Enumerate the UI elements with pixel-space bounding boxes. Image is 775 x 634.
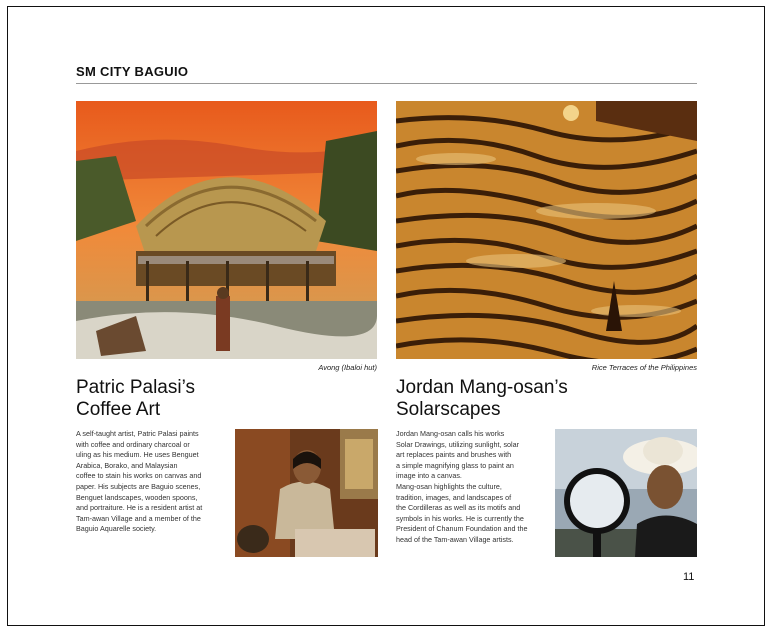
coffee-art-painting: [76, 101, 377, 359]
left-article-title: [76, 377, 195, 421]
left-image-caption: Avong (Ibaloi hut): [318, 363, 377, 372]
body-line: and portraiture. He is a resident artist at: [76, 503, 203, 513]
patric-palasi-photo: [235, 429, 378, 557]
body-line: art replaces paints and brushes with: [396, 450, 512, 460]
right-title-line2: Solarscapes: [396, 399, 501, 420]
right-article-title: [396, 377, 568, 421]
body-line: Mang-osan highlights the culture,: [396, 481, 502, 491]
body-line: head of the Tam-awan Village artists.: [396, 534, 514, 544]
left-title-line2: Coffee Art: [76, 399, 161, 420]
left-article-body: [76, 429, 226, 535]
body-line: paper. His subjects are Baguio scenes,: [76, 481, 201, 491]
body-line: Arabica, Borako, and Malaysian: [76, 460, 178, 470]
right-title-line1: Jordan Mang-osan’s: [396, 377, 568, 398]
body-line: Benguet landscapes, wooden spoons,: [76, 492, 198, 502]
body-line: coffee to stain his works on canvas and: [76, 471, 202, 481]
header-rule: [76, 83, 697, 84]
right-image-caption: Rice Terraces of the Philippines: [591, 363, 697, 372]
right-article-body: [396, 429, 548, 546]
body-line: Solar Drawings, utilizing sunlight, solar: [396, 439, 520, 449]
body-line: symbols in his works. He is currently the: [396, 513, 524, 523]
section-title: SM CITY BAGUIO: [76, 64, 189, 79]
body-line: tradition, images, and landscapes of: [396, 492, 512, 502]
body-line: with coffee and ordinary charcoal or: [76, 439, 190, 449]
body-line: Jordan Mang-osan calls his works: [396, 429, 505, 438]
body-line: President of Chanum Foundation and the: [396, 524, 528, 534]
jordan-mang-osan-photo: [555, 429, 697, 557]
body-line: the Cordilleras as well as its motifs and: [396, 503, 521, 513]
body-line: Baguio Aquarelle society.: [76, 524, 157, 534]
body-line: Tam-awan Village and a member of the: [76, 513, 201, 523]
body-line: a simple magnifying glass to paint an: [396, 460, 514, 470]
left-title-line1: Patric Palasi’s: [76, 377, 195, 398]
page-number: 11: [683, 571, 695, 583]
body-line: image into a canvas.: [396, 471, 462, 481]
body-line: A self-taught artist, Patric Palasi paints: [76, 429, 199, 438]
solar-drawing-rice-terraces: [396, 101, 697, 359]
body-line: uling as his medium. He uses Benguet: [76, 450, 199, 460]
